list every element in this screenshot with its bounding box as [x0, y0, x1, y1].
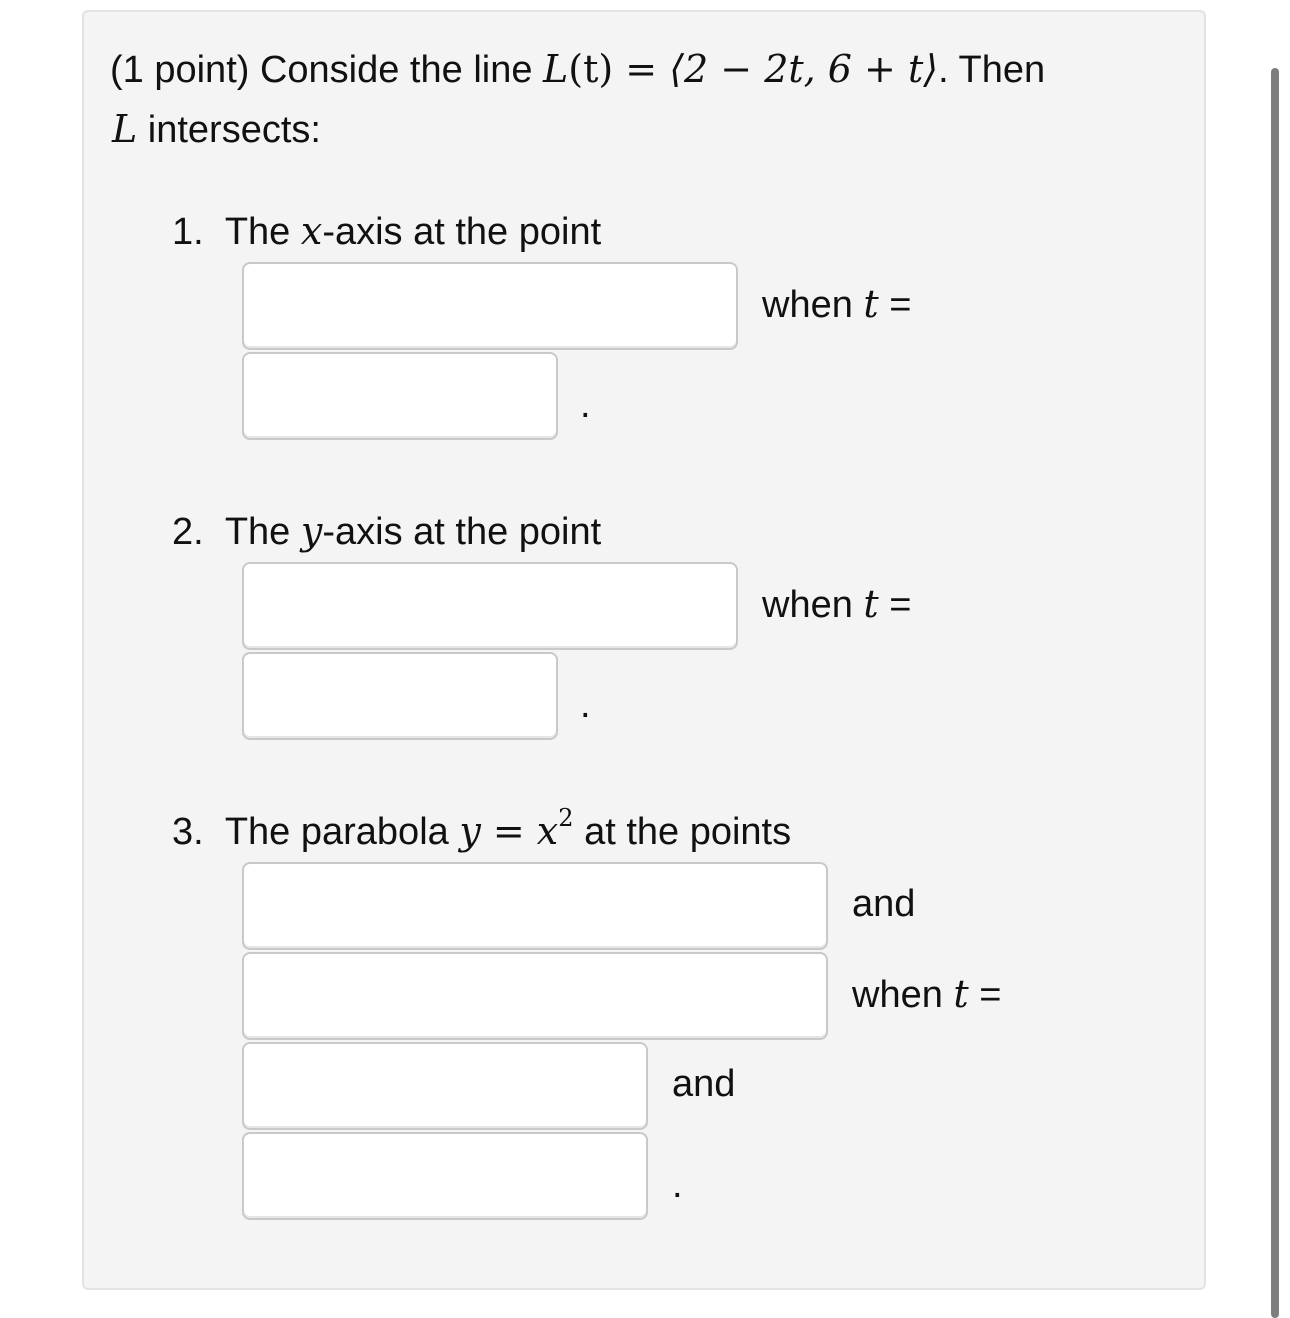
- line-arg: (t): [568, 47, 614, 91]
- item-3-when-eq: =: [968, 974, 1002, 1016]
- line-vector: ⟨2 − 2t, 6 + t⟩: [669, 47, 939, 91]
- item-3-period: .: [672, 1164, 683, 1206]
- item-2-prompt: [172, 508, 601, 555]
- item-3-eq-rhs: x: [536, 809, 559, 853]
- problem-statement-line-2: [112, 106, 321, 153]
- item-1-period: .: [580, 384, 591, 426]
- item-1-var: x: [300, 209, 323, 253]
- problem-statement-line-1: [110, 46, 1045, 93]
- q3-t-1-input[interactable]: [242, 1042, 648, 1130]
- q1-t-input[interactable]: [242, 352, 558, 440]
- item-3-eq-mid: =: [480, 809, 537, 853]
- item-3-prompt: [172, 804, 792, 855]
- item-1-prompt: [172, 208, 601, 255]
- item-1-when-eq: =: [878, 284, 912, 326]
- q3-t-2-input[interactable]: [242, 1132, 648, 1220]
- problem-prefix: (1 point) Conside the line: [110, 49, 544, 91]
- item-2-when-var: t: [863, 582, 879, 626]
- q1-point-input[interactable]: [242, 262, 738, 350]
- item-2-text-before: The: [224, 511, 301, 553]
- item-3-when-text: when: [852, 974, 954, 1016]
- item-1-when: [762, 281, 911, 328]
- problem-intersects: intersects:: [137, 109, 321, 151]
- line-name: L: [543, 47, 569, 91]
- item-2-when: [762, 581, 911, 628]
- item-2-text-after: -axis at the point: [322, 511, 602, 553]
- line-name-2: L: [112, 107, 138, 151]
- item-1-text-before: The: [224, 211, 301, 253]
- item-1-when-text: when: [762, 284, 864, 326]
- q2-point-input[interactable]: [242, 562, 738, 650]
- item-3-when-var: t: [953, 972, 969, 1016]
- vertical-scrollbar[interactable]: [1271, 68, 1279, 1318]
- item-3-text-after: at the points: [573, 811, 792, 853]
- q2-t-input[interactable]: [242, 652, 558, 740]
- q3-point-2-input[interactable]: [242, 952, 828, 1040]
- item-2-when-text: when: [762, 584, 864, 626]
- item-2-number: 2.: [172, 511, 204, 553]
- item-1-when-var: t: [863, 282, 879, 326]
- item-3-eq-lhs: y: [459, 809, 481, 853]
- item-2-var: y: [300, 509, 323, 553]
- item-2-period: .: [580, 684, 591, 726]
- item-3-when: [852, 971, 1001, 1018]
- item-3-text-before: The parabola: [224, 811, 460, 853]
- item-3-and-2: and: [672, 1063, 736, 1105]
- item-1-number: 1.: [172, 211, 204, 253]
- line-equals: =: [613, 47, 670, 91]
- item-2-when-eq: =: [878, 584, 912, 626]
- item-3-and-1: and: [852, 883, 916, 925]
- q3-point-1-input[interactable]: [242, 862, 828, 950]
- item-3-eq-exponent: 2: [558, 804, 574, 833]
- item-3-number: 3.: [172, 811, 204, 853]
- item-1-text-after: -axis at the point: [322, 211, 602, 253]
- problem-then: . Then: [938, 49, 1046, 91]
